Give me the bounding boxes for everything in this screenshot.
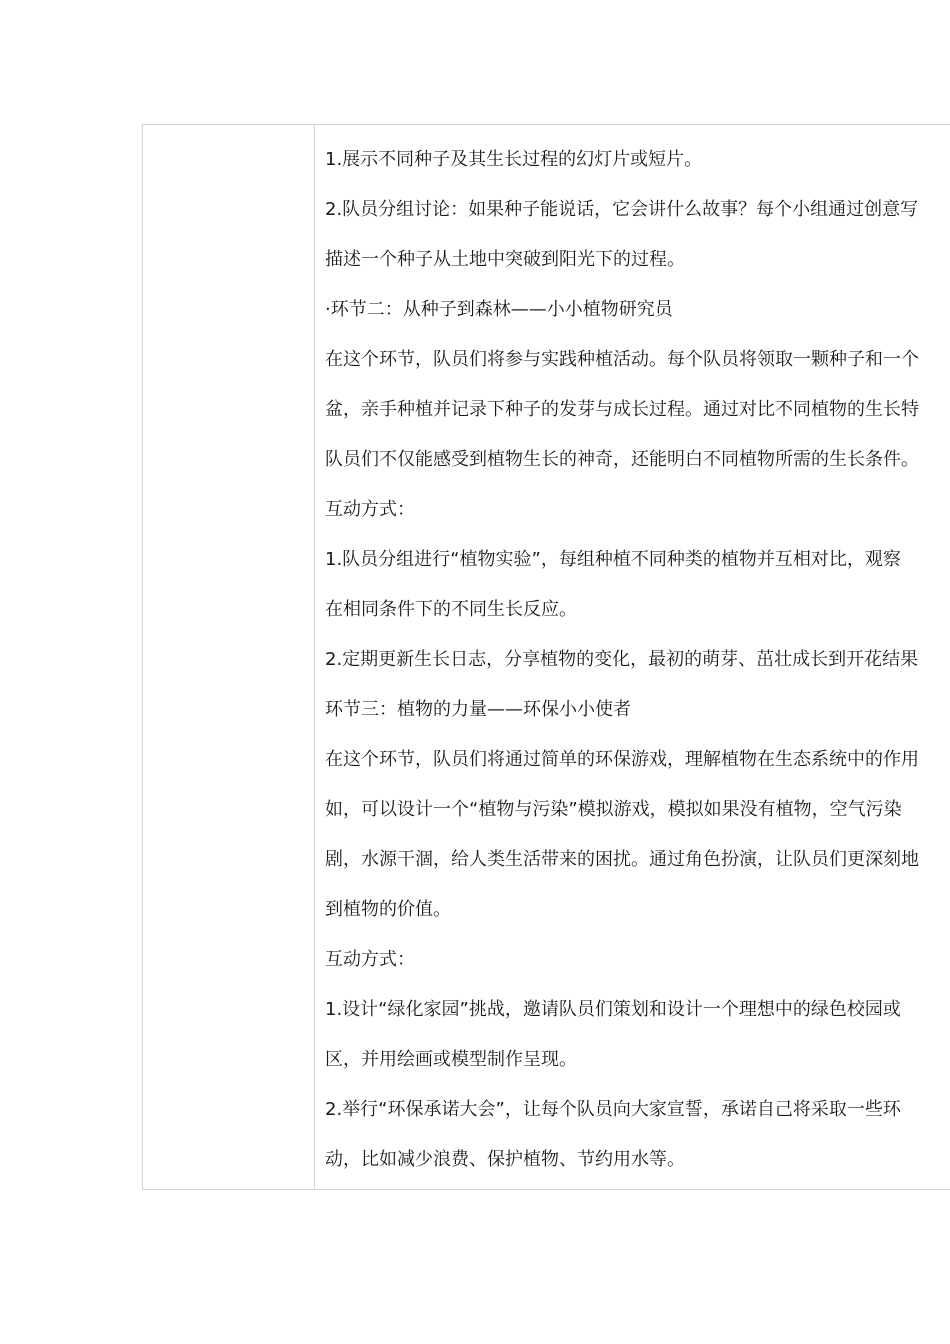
text-line: 在这个环节，队员们将参与实践种植活动。每个队员将领取一颗种子和一个 [325, 349, 919, 370]
text-line: 在相同条件下的不同生长反应。 [325, 599, 577, 620]
text-line: 如，可以设计一个“植物与污染”模拟游戏，模拟如果没有植物，空气污染 [325, 799, 902, 820]
content-text [325, 135, 950, 1185]
section-heading: 环节三：植物的力量——环保小小使者 [325, 699, 631, 720]
text-line: 剧，水源干涸，给人类生活带来的困扰。通过角色扮演，让队员们更深刻地 [325, 849, 919, 870]
text-line: 2.定期更新生长日志，分享植物的变化，最初的萌芽、茁壮成长到开花结果 [325, 649, 919, 670]
text-line: 1.设计“绿化家园”挑战，邀请队员们策划和设计一个理想中的绿色校园或 [325, 999, 901, 1020]
text-line: 在这个环节，队员们将通过简单的环保游戏，理解植物在生态系统中的作用 [325, 749, 919, 770]
section-heading: ·环节二：从种子到森林——小小植物研究员 [325, 299, 673, 320]
text-line: 描述一个种子从土地中突破到阳光下的过程。 [325, 249, 685, 270]
text-line: 区，并用绘画或模型制作呈现。 [325, 1049, 577, 1070]
text-line: 1.队员分组进行“植物实验”，每组种植不同种类的植物并互相对比，观察 [325, 549, 901, 570]
text-line: 盆，亲手种植并记录下种子的发芽与成长过程。通过对比不同植物的生长特 [325, 399, 919, 420]
subheading: 互动方式： [325, 949, 415, 970]
activity-table [142, 124, 950, 1190]
subheading: 互动方式： [325, 499, 415, 520]
text-line: 队员们不仅能感受到植物生长的神奇，还能明白不同植物所需的生长条件。 [325, 449, 919, 470]
table-left-cell [143, 125, 315, 1189]
text-line: 1.展示不同种子及其生长过程的幻灯片或短片。 [325, 149, 703, 170]
text-line: 到植物的价值。 [325, 899, 451, 920]
table-content-cell [315, 125, 950, 1189]
text-line: 2.举行“环保承诺大会”，让每个队员向大家宣誓，承诺自己将采取一些环 [325, 1099, 901, 1120]
text-line: 2.队员分组讨论：如果种子能说话，它会讲什么故事？每个小组通过创意写 [325, 199, 919, 220]
text-line: 动，比如减少浪费、保护植物、节约用水等。 [325, 1149, 685, 1170]
